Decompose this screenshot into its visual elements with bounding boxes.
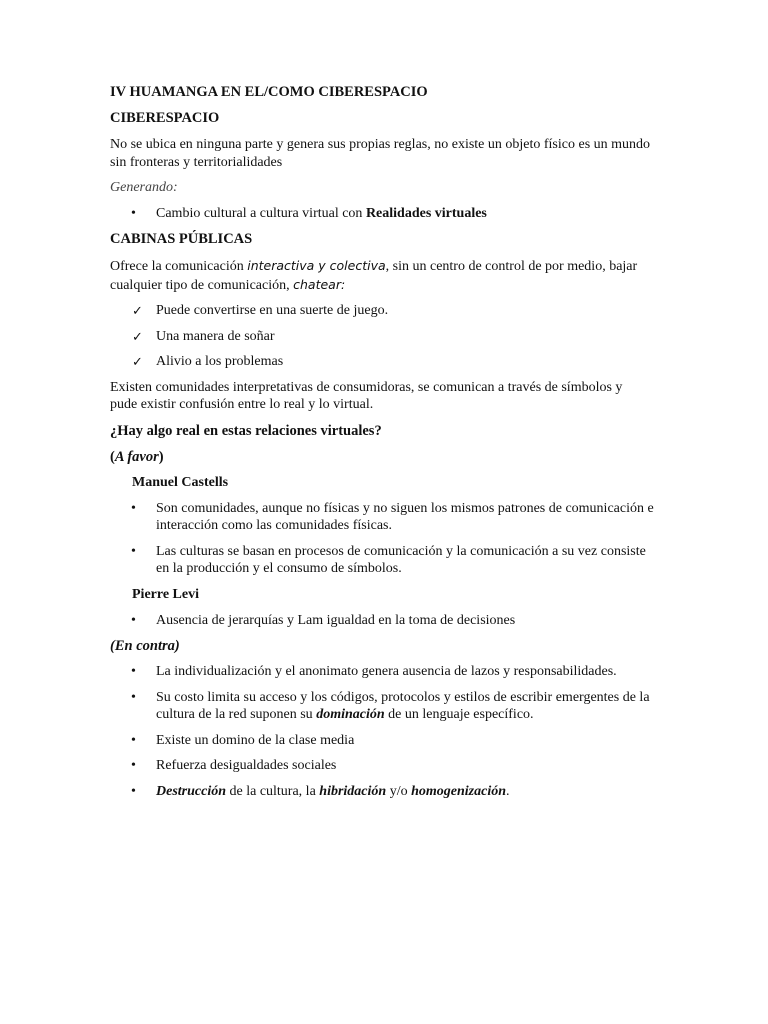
checkmark-icon: ✓ — [132, 328, 143, 344]
bullet-bold-text: Realidades virtuales — [365, 205, 487, 221]
bullet-text: Son comunidades, aunque no físicas y no siguen los mismos patrones de comunicación e interacción como las comunidades físicas. — [156, 500, 654, 533]
list-item — [110, 500, 656, 535]
bullet-text: Ausencia de jerarquías y Lam igualdad en la toma de decisiones — [156, 612, 516, 628]
bullet-icon: • — [131, 783, 136, 799]
checkmark-icon: ✓ — [132, 303, 143, 318]
generando-label: Generando: — [110, 180, 178, 195]
list-item — [110, 732, 662, 750]
bullet-text: de la cultura, la — [226, 783, 320, 799]
checkmark-icon: ✓ — [132, 354, 143, 369]
bullet-text: de un lenguaje específico. — [384, 707, 534, 722]
bullet-text: La individualización y el anonimato genera ausencia de lazos y responsabilidades. — [156, 664, 617, 679]
paren: ) — [158, 448, 164, 465]
favor-heading — [110, 448, 662, 466]
bold-italic-text: Destrucción — [156, 783, 226, 799]
heading-cabinas: CABINAS PÚBLICAS — [110, 231, 253, 247]
paragraph-ciberespacio: No se ubica en ninguna parte y genera sus propias reglas, no existe un objeto físico es un mundo sin fronteras y territorialidades — [110, 137, 651, 170]
bullet-text: Existe un domino de la clase media — [156, 732, 355, 748]
list-item — [110, 783, 662, 801]
author-castells: Manuel Castells — [132, 474, 229, 490]
italic-text: interactiva y colectiva — [247, 258, 386, 273]
bullet-icon: • — [131, 205, 136, 221]
paragraph-comunidades: Existen comunidades interpretativas de consumidoras, se comunican a través de símbolos y pude existir confusión entre lo real y lo virtual. — [110, 379, 623, 412]
check-text: Puede convertirse en una suerte de juego. — [156, 303, 389, 318]
list-item — [110, 205, 662, 223]
check-item — [110, 353, 662, 371]
list-item — [110, 543, 656, 578]
bullet-icon: • — [131, 732, 136, 748]
paragraph-text: Ofrece la comunicación — [110, 259, 248, 274]
check-item — [110, 302, 662, 320]
bullet-icon: • — [131, 689, 136, 705]
question-heading: ¿Hay algo real en estas relaciones virtuales? — [110, 422, 382, 439]
bullet-text: y/o — [386, 783, 412, 799]
favor-label: A favor — [114, 448, 159, 465]
author-levi: Pierre Levi — [132, 586, 199, 602]
paragraph-cabinas — [110, 257, 640, 294]
paragraph-text: , sin un centro de control de por medio, bajar cualquier tipo de comunicación, — [110, 259, 638, 293]
paren: ( — [110, 448, 115, 465]
bullet-icon: • — [131, 664, 136, 679]
italic-text: chatear: — [293, 276, 346, 292]
bullet-icon: • — [131, 543, 136, 559]
contra-heading: (En contra) — [110, 638, 180, 654]
bold-italic-text: homogenización — [411, 783, 506, 799]
list-item — [110, 757, 662, 775]
document-page — [110, 83, 662, 800]
list-item — [110, 612, 662, 630]
check-item — [110, 328, 662, 346]
bullet-text: Refuerza desigualdades sociales — [156, 758, 337, 773]
bullet-text: Su costo limita su acceso y los códigos, protocolos y estilos de escribir emergentes de la cultura de la red suponen su — [156, 689, 650, 722]
page-title: IV HUAMANGA EN EL/COMO CIBERESPACIO — [110, 84, 428, 100]
bold-italic-text: hibridación — [319, 783, 387, 799]
check-text: Una manera de soñar — [156, 328, 275, 344]
list-item — [110, 663, 662, 681]
bullet-icon: • — [131, 612, 136, 628]
list-item — [110, 689, 662, 724]
bold-italic-text: dominación — [316, 707, 385, 722]
check-text: Alivio a los problemas — [156, 354, 284, 369]
bullet-text: Cambio cultural a cultura virtual con — [156, 205, 366, 221]
bullet-icon: • — [131, 758, 136, 773]
bullet-icon: • — [131, 500, 136, 516]
bullet-text: Las culturas se basan en procesos de comunicación y la comunicación a su vez consiste en la producción y el consumo de símbolos. — [156, 543, 646, 576]
heading-ciberespacio: CIBERESPACIO — [110, 110, 220, 126]
bullet-text: . — [506, 783, 510, 799]
